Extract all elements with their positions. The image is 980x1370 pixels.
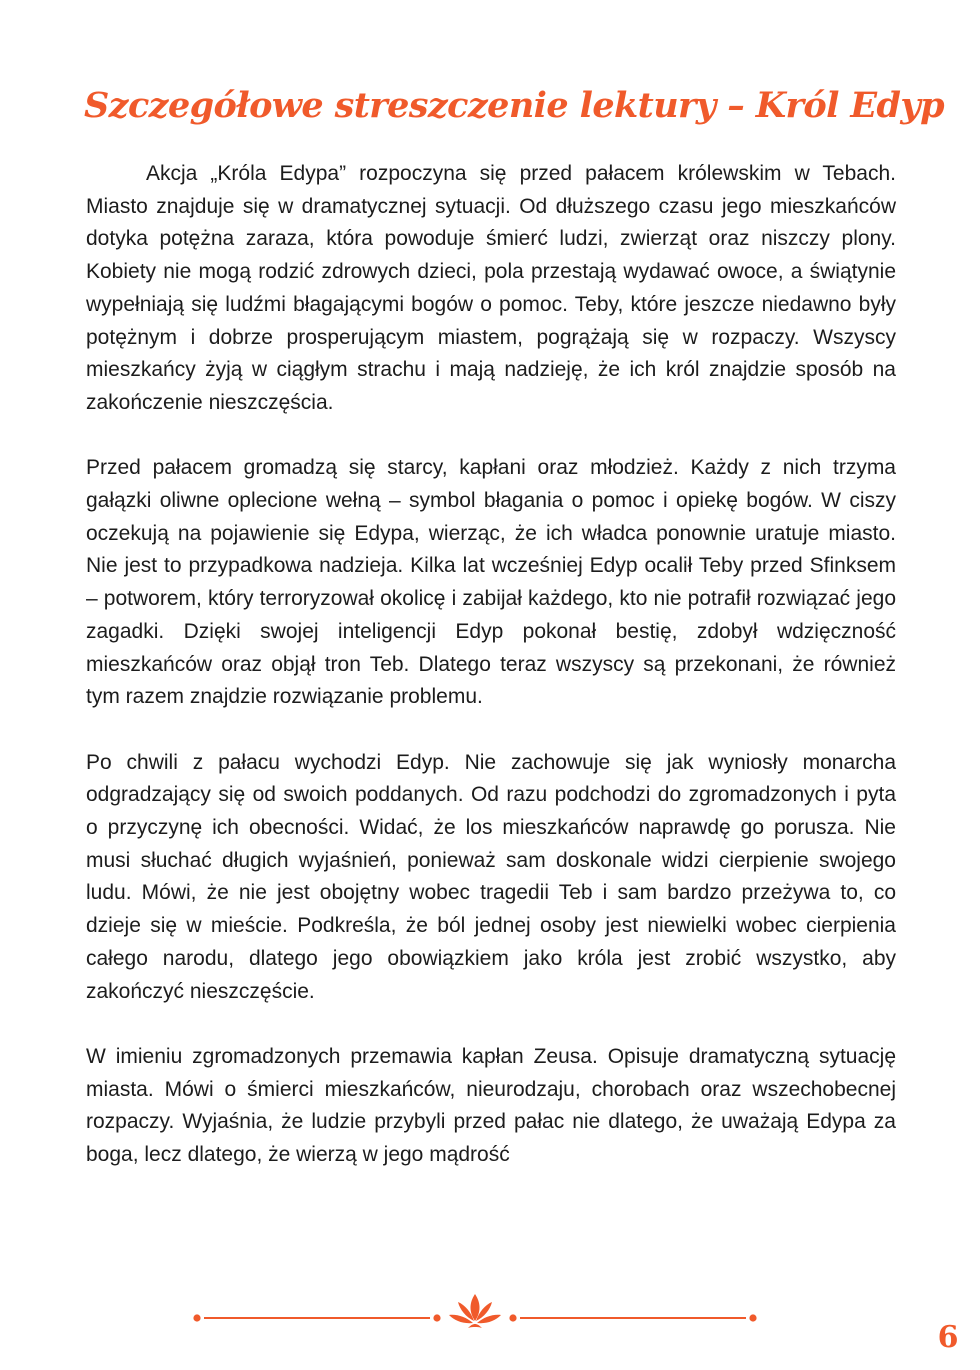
paragraph-4: W imieniu zgromadzonych przemawia kapłan Zeusa. Opisuje dramatyczną sytuację miasta. Mówi o śmierci mieszkańców, nieurodzaju, chorobach oraz wszechobecnej rozpaczy. Wyjaśnia, że ludzie przybyli przed pałac nie dlatego, że uważają Edypa za boga, lecz dlatego, że wierzą w jego mądrość [86, 1044, 896, 1167]
paragraph-3: Po chwili z pałacu wychodzi Edyp. Nie zachowuje się jak wyniosły monarcha odgradzający się od swoich poddanych. Od razu podchodzi do zgromadzonych i pyta o przyczynę ich obecności. Widać, że los mieszkańców naprawdę go porusza. Nie musi słuchać długich wyjaśnień, ponieważ sam doskonale widzi cierpienie swojego ludu. Mówi, że nie jest obojętny wobec tragedii Teb i sam bardzo przeżywa to, co dzieje się w mieście. Podkreśla, że ból jednej osoby jest niewielki wobec cierpienia całego narodu, dlatego jego obowiązkiem jako króla jest zrobić wszystko, aby zakończyć nieszczęście. [86, 750, 896, 1003]
document-body [86, 158, 896, 1172]
floral-divider-icon [190, 1290, 760, 1334]
page-title: Szczegółowe streszczenie lektury – Król Edyp [84, 85, 944, 126]
page-number: 6 [937, 1320, 959, 1355]
paragraph-2: Przed pałacem gromadzą się starcy, kapłani oraz młodzież. Każdy z nich trzyma gałązki oliwne oplecione wełną – symbol błagania o pomoc i opiekę bogów. W ciszy oczekują na pojawienie się Edypa, wierząc, że ich władca ponownie uratuje miasto. Nie jest to przypadkowa nadzieja. Kilka lat wcześniej Edyp ocalił Teby przed Sfinksem – potworem, który terroryzował okolicę i zabijał każdego, kto nie potrafił rozwiązać jego zagadki. Dzięki swojej inteligencji Edyp pokonał bestię, zdobył wdzięczność mieszkańców oraz objął tron Teb. Dlatego teraz wszyscy są przekonani, że również tym razem znajdzie rozwiązanie problemu. [86, 456, 896, 709]
paragraph-1: Akcja „Króla Edypa” rozpoczyna się przed pałacem królewskim w Tebach. Miasto znajduje się w dramatycznej sytuacji. Od dłuższego czasu jego mieszkańców dotyka potężna zaraza, która powoduje śmierć ludzi, zwierząt oraz niszczy plony. Kobiety nie mogą rodzić zdrowych dzieci, pola przestają wydawać owoce, a świątynie wypełniają się ludźmi błagającymi bogów o pomoc. Teby, które jeszcze niedawno były potężnym i dobrze prosperującym miastem, pogrążają się w rozpaczy. Wszyscy mieszkańcy żyją w ciągłym strachu i mają nadzieję, że ich król znajdzie sposób na zakończenie nieszczęścia. [86, 162, 896, 414]
